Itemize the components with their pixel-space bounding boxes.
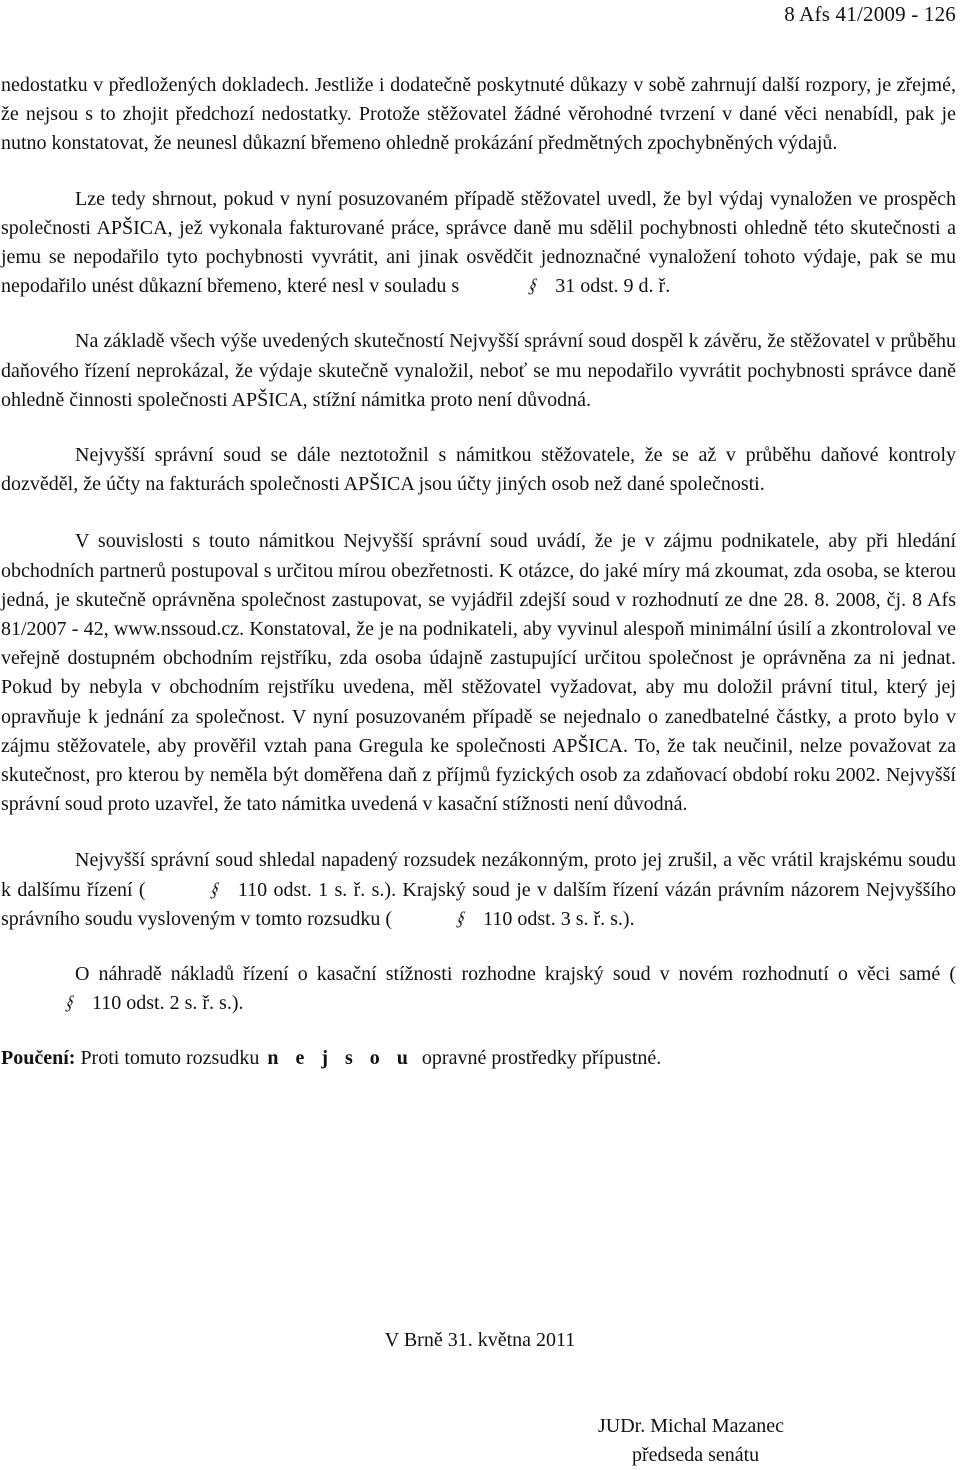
section-sign: § — [63, 992, 78, 1015]
case-number-header: 8 Afs 41/2009 - 126 — [784, 2, 956, 26]
instruction-label: Poučení: — [1, 1047, 76, 1070]
paragraph-7-text-2: 110 odst. 2 s. ř. s.). — [92, 992, 244, 1015]
instruction-text: Proti tomuto rozsudku — [80, 1047, 260, 1070]
paragraph-2 — [1, 185, 956, 302]
paragraph-5: V souvislosti s touto námitkou Nejvyšší správní soud uvádí, že je v zájmu podnikatele, aby při hledání obchodních partnerů postupoval s určitou mírou obezřetnosti. K otázce, do jaké míry má zkoumat, zda osoba, se kterou jedná, je skutečně oprávněna společnost zastupovat, se vyjádřil zdejší soud v rozhodnutí ze dne 28. 8. 2008, čj. 8 Afs 81/2007 - 42, www.nssoud.cz. Konstatoval, že je na podnikateli, aby vyvinul alespoň minimální úsilí a zkontroloval ve veřejně dostupném obchodním rejstříku, zda osoba údajně zastupující určitou společnost je oprávněna za ni jednat. Pokud by nebyla v obchodním rejstříku uvedena, měl stěžovatel vyžadovat, aby mu doložil právní titul, který jej opravňuje k jednání za společnost. V nyní posuzovaném případě se nejednalo o zanedbatelné částky, a proto bylo v zájmu stěžovatele, aby prověřil vztah pana Gregula ke společnosti APŠICA. To, že tak neučinil, nelze považovat za skutečnost, pro kterou by neměla být doměřena daň z příjmů fyzických osob za zdaňovací období roku 2002. Nejvyšší správní soud proto uzavřel, že tato námitka uvedená v kasační stížnosti není důvodná. — [1, 530, 956, 816]
paragraph-3: Na základě všech výše uvedených skutečností Nejvyšší správní soud dospěl k závěru, že stěžovatel v průběhu daňového řízení neprokázal, že výdaje skutečně vynaložil, neboť se mu nepodařilo vyvrátit pochybnosti správce daně ohledně činnosti společnosti APŠICA, stížní námitka proto není důvodná. — [1, 330, 956, 411]
legal-instruction — [1, 1044, 956, 1073]
paragraph-6 — [1, 846, 956, 934]
signatory-name: JUDr. Michal Mazanec — [598, 1415, 785, 1437]
place-and-date: V Brně 31. května 2011 — [384, 1329, 576, 1351]
paragraph-1: nedostatku v předložených dokladech. Jestliže i dodatečně poskytnuté důkazy v sobě zahrnují další rozpory, je zřejmé, že nejsou s to zhojit předchozí nedostatky. Protože stěžovatel žádné věrohodné tvrzení v dané věci nenabídl, pak je nutno konstatovat, že neunesl důkazní břemeno ohledně prokázání předmětných zpochybněných výdajů. — [1, 74, 956, 155]
section-sign: § — [454, 907, 469, 930]
paragraph-7 — [1, 960, 956, 1018]
instruction-emphasis: n e j s o u — [267, 1047, 414, 1070]
section-sign: § — [526, 275, 541, 298]
paragraph-6-text-1: Nejvyšší správní soud shledal napadený rozsudek nezákonným, proto jej zrušil, a věc vrátil krajskému soudu k dalšímu řízení ( — [1, 849, 956, 901]
paragraph-6-text-3: 110 odst. 3 s. ř. s.). — [483, 907, 635, 930]
section-sign: § — [207, 878, 222, 901]
paragraph-4: Nejvyšší správní soud se dále neztotožnil s námitkou stěžovatele, že se až v průběhu daňové kontroly dozvěděl, že účty na fakturách společnosti APŠICA jsou účty jiných osob než dané společnosti. — [1, 444, 956, 496]
paragraph-2-citation: 31 odst. 9 d. ř. — [555, 275, 671, 298]
signatory-role: předseda senátu — [632, 1444, 760, 1466]
paragraph-2-text: Lze tedy shrnout, pokud v nyní posuzovaném případě stěžovatel uvedl, že byl výdaj vynaložen ve prospěch společnosti APŠICA, jež vykonala fakturované práce, správce daně mu sdělil pochybnosti ohledně této skutečnosti a jemu se nepodařilo tyto pochybnosti vyvrátit, ani jinak osvědčit jednoznačné vynaložení tohoto výdaje, pak se mu nepodařilo unést důkazní břemeno, které nesl v souladu s — [1, 187, 956, 298]
signature-block — [598, 1412, 784, 1470]
document-body — [0, 71, 960, 1073]
instruction-text-end: opravné prostředky přípustné. — [421, 1047, 662, 1070]
paragraph-7-text-1: O náhradě nákladů řízení o kasační stížnosti rozhodne krajský soud v novém rozhodnutí o věci samé ( — [75, 963, 956, 986]
paragraph-6-text-2: 110 odst. 1 s. ř. s.). Krajský soud je v dalším řízení vázán právním názorem Nejvyššího správního soudu vysloveným v tomto rozsudku ( — [1, 878, 956, 930]
